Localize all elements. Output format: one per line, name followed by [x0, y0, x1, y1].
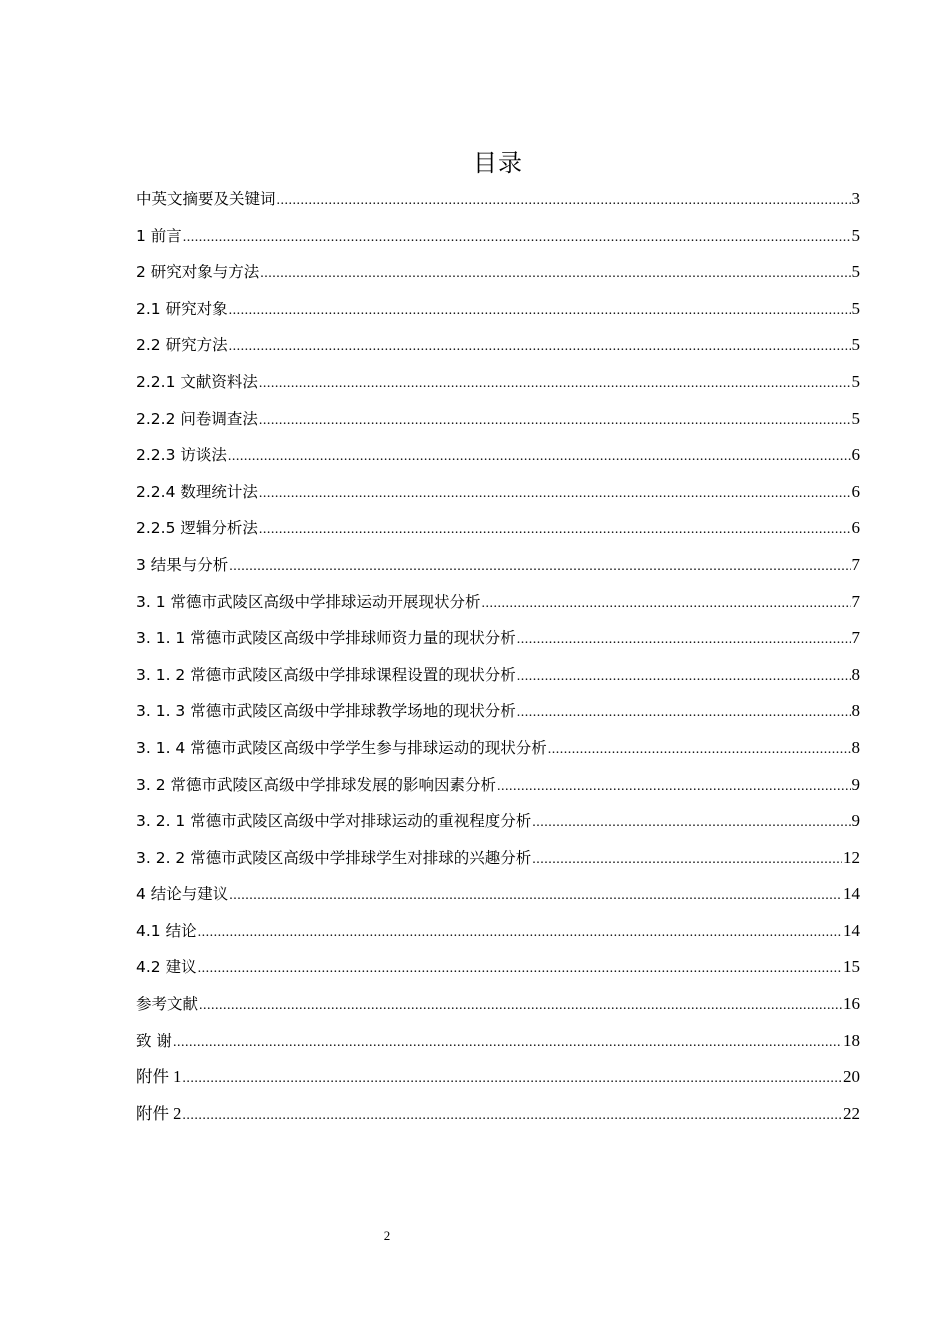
toc-entry-page: 5	[851, 371, 860, 391]
toc-entry-title: 3. 1. 1 常德市武陵区高级中学排球师资力量的现状分析	[136, 629, 516, 648]
toc-entry-page: 7	[851, 591, 860, 611]
toc-dot-leader	[259, 403, 851, 440]
toc-entry-title: 附件 2	[136, 1103, 182, 1123]
toc-entry[interactable]	[136, 767, 860, 804]
toc-entry[interactable]	[136, 1023, 860, 1060]
toc-dot-leader	[183, 220, 851, 257]
toc-entry[interactable]	[136, 730, 860, 767]
toc-entry-title: 3. 1. 3 常德市武陵区高级中学排球教学场地的现状分析	[136, 702, 516, 721]
toc-dot-leader	[532, 805, 850, 842]
toc-dot-leader	[517, 695, 851, 732]
toc-dot-leader	[259, 512, 851, 549]
toc-entry-page: 22	[843, 1103, 860, 1123]
toc-entry-title: 致 谢	[136, 1031, 172, 1050]
toc-entry[interactable]	[136, 254, 860, 291]
toc-entry-title: 1 前言	[136, 226, 182, 245]
toc-entry-title: 中英文摘要及关键词	[136, 190, 276, 208]
toc-entry-title: 2 研究对象与方法	[136, 263, 260, 282]
toc-dot-leader	[517, 659, 851, 696]
toc-entry-page: 8	[851, 701, 860, 721]
toc-entry[interactable]	[136, 949, 860, 986]
toc-dot-leader	[548, 732, 851, 769]
toc-entry-title: 4 结论与建议	[136, 885, 229, 904]
toc-entry-page: 5	[851, 408, 860, 428]
toc-entry-page: 7	[851, 628, 860, 648]
toc-entry-title: 3. 2. 1 常德市武陵区高级中学对排球运动的重视程度分析	[136, 812, 532, 831]
toc-dot-leader	[532, 842, 842, 879]
toc-dot-leader	[259, 476, 851, 513]
toc-entry[interactable]	[136, 218, 860, 255]
toc-dot-leader	[182, 1098, 842, 1135]
toc-entry-page: 7	[851, 554, 860, 574]
toc-entry-title: 3. 2. 2 常德市武陵区高级中学排球学生对排球的兴趣分析	[136, 848, 532, 867]
toc-entry-title: 附件 1	[136, 1067, 182, 1087]
toc-entry-title: 2.2.3 访谈法	[136, 446, 227, 465]
toc-entry-page: 8	[851, 664, 860, 684]
toc-entry-title: 2.2.4 数理统计法	[136, 482, 258, 501]
toc-entry-page: 9	[851, 811, 860, 831]
toc-entry-title: 4.2 建议	[136, 958, 197, 977]
toc-entry[interactable]	[136, 803, 860, 840]
toc-entry-page: 5	[851, 335, 860, 355]
toc-entry[interactable]	[136, 657, 860, 694]
toc-list	[136, 181, 860, 1132]
toc-entry[interactable]	[136, 291, 860, 328]
toc-entry-page: 6	[851, 481, 860, 501]
toc-entry-page: 8	[851, 737, 860, 757]
toc-entry[interactable]	[136, 876, 860, 913]
toc-dot-leader	[229, 549, 850, 586]
toc-entry-page: 3	[851, 189, 860, 208]
toc-entry[interactable]	[136, 364, 860, 401]
toc-dot-leader	[517, 622, 851, 659]
toc-entry-title: 3. 2 常德市武陵区高级中学排球发展的影响因素分析	[136, 775, 497, 794]
toc-entry-page: 14	[843, 920, 860, 940]
toc-entry[interactable]	[136, 401, 860, 438]
toc-entry-page: 14	[843, 884, 860, 904]
toc-dot-leader	[198, 915, 842, 952]
toc-dot-leader	[182, 1061, 842, 1098]
toc-entry-title: 2.2.1 文献资料法	[136, 372, 258, 391]
toc-entry-page: 16	[843, 994, 860, 1014]
toc-entry[interactable]	[136, 840, 860, 877]
toc-entry-page: 9	[851, 774, 860, 794]
toc-entry-page: 5	[851, 298, 860, 318]
toc-entry-title: 3. 1 常德市武陵区高级中学排球运动开展现状分析	[136, 592, 481, 611]
toc-dot-leader	[198, 951, 842, 988]
toc-dot-leader	[260, 256, 850, 293]
toc-title: 目录	[473, 149, 523, 177]
toc-entry[interactable]	[136, 547, 860, 584]
toc-dot-leader	[229, 878, 842, 915]
toc-entry-page: 6	[851, 518, 860, 538]
toc-entry[interactable]	[136, 474, 860, 511]
toc-entry[interactable]	[136, 584, 860, 621]
toc-dot-leader	[497, 769, 850, 806]
toc-entry-title: 3. 1. 4 常德市武陵区高级中学学生参与排球运动的现状分析	[136, 738, 547, 757]
toc-dot-leader	[199, 988, 842, 1025]
page-number: 2	[383, 1228, 391, 1243]
toc-entry[interactable]	[136, 437, 860, 474]
toc-entry[interactable]	[136, 693, 860, 730]
toc-entry[interactable]	[136, 510, 860, 547]
toc-entry-title: 2.1 研究对象	[136, 299, 228, 318]
toc-entry-title: 2.2.5 逻辑分析法	[136, 519, 258, 538]
toc-dot-leader	[277, 183, 851, 220]
toc-entry-title: 4.1 结论	[136, 921, 197, 940]
toc-entry-page: 20	[843, 1067, 860, 1087]
toc-entry[interactable]	[136, 913, 860, 950]
toc-entry[interactable]	[136, 1096, 860, 1133]
toc-entry-title: 3. 1. 2 常德市武陵区高级中学排球课程设置的现状分析	[136, 665, 516, 684]
toc-entry-page: 5	[851, 262, 860, 282]
toc-entry-title: 3 结果与分析	[136, 555, 229, 574]
toc-entry-page: 6	[851, 445, 860, 465]
toc-entry[interactable]	[136, 181, 860, 218]
toc-dot-leader	[229, 293, 851, 330]
toc-entry[interactable]	[136, 1059, 860, 1096]
toc-dot-leader	[482, 586, 851, 623]
toc-dot-leader	[228, 439, 851, 476]
toc-entry-page: 5	[851, 225, 860, 245]
toc-entry[interactable]	[136, 986, 860, 1023]
toc-dot-leader	[259, 366, 851, 403]
toc-dot-leader	[229, 329, 851, 366]
toc-entry-title: 参考文献	[136, 995, 199, 1014]
toc-entry[interactable]	[136, 620, 860, 657]
toc-dot-leader	[173, 1025, 842, 1062]
toc-entry-page: 12	[843, 847, 860, 867]
toc-entry-title: 2.2 研究方法	[136, 336, 228, 355]
toc-entry-page: 18	[843, 1030, 860, 1050]
toc-entry-page: 15	[843, 957, 860, 977]
toc-entry[interactable]	[136, 327, 860, 364]
toc-entry-title: 2.2.2 问卷调查法	[136, 409, 258, 428]
